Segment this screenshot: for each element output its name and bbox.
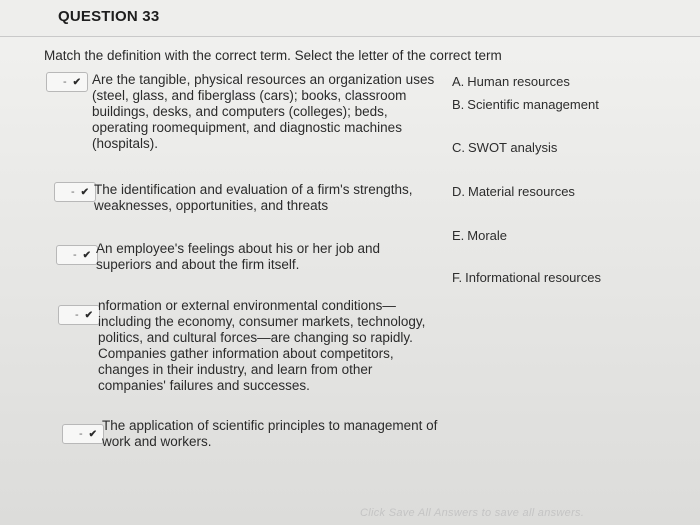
option-c: C. SWOT analysis: [452, 140, 558, 155]
definition-5: The application of scientific principles to management of work and workers.: [102, 418, 438, 449]
option-d: D. Material resources: [452, 184, 575, 199]
dropdown-value: -: [78, 428, 83, 440]
answer-dropdown-1[interactable]: [46, 72, 88, 92]
chevron-down-icon: ✔: [80, 186, 89, 198]
chevron-down-icon: ✔: [88, 428, 97, 440]
dropdown-value: -: [74, 309, 79, 321]
dropdown-value: -: [70, 186, 75, 198]
option-e: E. Morale: [452, 228, 508, 243]
definition-3: An employee's feelings about his or her job and superiors and about the firm itself.: [96, 241, 381, 272]
option-b: B. Scientific management: [452, 97, 599, 112]
dropdown-value: -: [72, 249, 77, 261]
answer-dropdown-2[interactable]: [54, 182, 96, 202]
chevron-down-icon: ✔: [72, 76, 81, 88]
save-all-hint: Click Save All Answers to save all answers.: [360, 507, 585, 519]
option-f: F. Informational resources: [452, 270, 601, 285]
definition-4: nformation or external environmental conditions—including the economy, consumer markets, technology, politics, and cultural forces—are changing so rapidly. Companies gather information about competitors, changes in their industry, and learn from other companies' failures and successes.: [98, 298, 426, 393]
chevron-down-icon: ✔: [82, 249, 91, 261]
question-instruction: Match the definition with the correct term. Select the letter of the correct term: [44, 48, 502, 63]
answer-dropdown-5[interactable]: [62, 424, 104, 444]
answer-dropdown-4[interactable]: [58, 305, 100, 325]
chevron-down-icon: ✔: [84, 309, 93, 321]
answer-dropdown-3[interactable]: [56, 245, 98, 265]
definition-2: The identification and evaluation of a firm's strengths, weaknesses, opportunities, and threats: [94, 182, 413, 213]
definition-1: Are the tangible, physical resources an organization uses (steel, glass, and fiberglass (cars); books, classroom buildings, desks, and computers (colleges); beds, operating roomequipment, and diagnostic machines (hospitals).: [92, 72, 435, 151]
dropdown-value: -: [62, 76, 67, 88]
question-title: QUESTION 33: [58, 8, 160, 25]
option-a: A. Human resources: [452, 74, 570, 89]
